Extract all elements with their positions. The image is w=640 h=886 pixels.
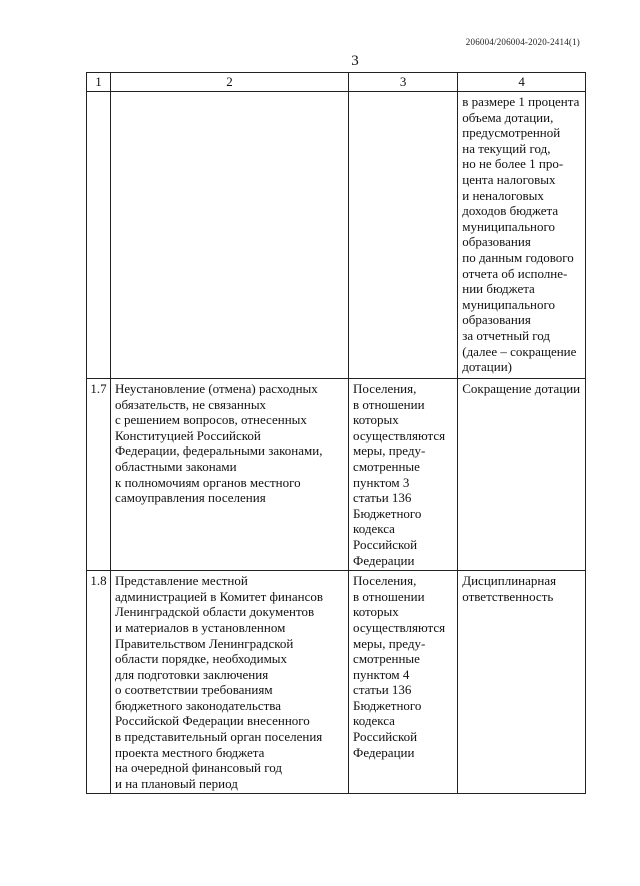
subjects-cell: Поселения, в отношении которых осуществляются меры, преду- смотренные пунктом 4 статьи 136 Бюджетного кодекса Российской Федерации xyxy=(349,571,458,794)
table-row xyxy=(87,571,586,794)
subjects-cell xyxy=(349,92,458,379)
row-number xyxy=(87,92,111,379)
column-header-3: 3 xyxy=(349,73,458,92)
measures-table xyxy=(86,72,586,794)
table-row xyxy=(87,92,586,379)
violation-cell: Неустановление (отмена) расходных обязательств, не связанных с решением вопросов, отнесенных Конституцией Российской Федерации, федеральными законами, областными законами к полномочиям органов местного самоуправления поселения xyxy=(111,379,349,571)
column-header-2: 2 xyxy=(111,73,349,92)
column-header-1: 1 xyxy=(87,73,111,92)
measure-cell: Сокращение дотации xyxy=(458,379,586,571)
table-header-row xyxy=(87,73,586,92)
column-header-4: 4 xyxy=(458,73,586,92)
violation-cell: Представление местной администрацией в Комитет финансов Ленинградской области документов и материалов в установленном Правительством Ленинградской области порядке, необходимых для подготовки заключения о соответствии требованиям бюджетного законодательства Российской Федерации внесенного в представительный орган поселения проекта местного бюджета на очередной финансовый год и на плановый период xyxy=(111,571,349,794)
document-code: 206004/206004-2020-2414(1) xyxy=(465,37,580,47)
violation-cell xyxy=(111,92,349,379)
row-number: 1.7 xyxy=(87,379,111,571)
page-number: 3 xyxy=(351,53,359,69)
measure-cell: Дисциплинарная ответственность xyxy=(458,571,586,794)
measure-cell: в размере 1 процента объема дотации, предусмотренной на текущий год, но не более 1 про- цента налоговых и неналоговых доходов бюджета муниципального образования по данным годового отчета об исполне- нии бюджета муниципального образования за отчетный год (далее – сокращение дотации) xyxy=(458,92,586,379)
subjects-cell: Поселения, в отношении которых осуществляются меры, преду- смотренные пунктом 3 статьи 136 Бюджетного кодекса Российской Федерации xyxy=(349,379,458,571)
row-number: 1.8 xyxy=(87,571,111,794)
table-row xyxy=(87,379,586,571)
